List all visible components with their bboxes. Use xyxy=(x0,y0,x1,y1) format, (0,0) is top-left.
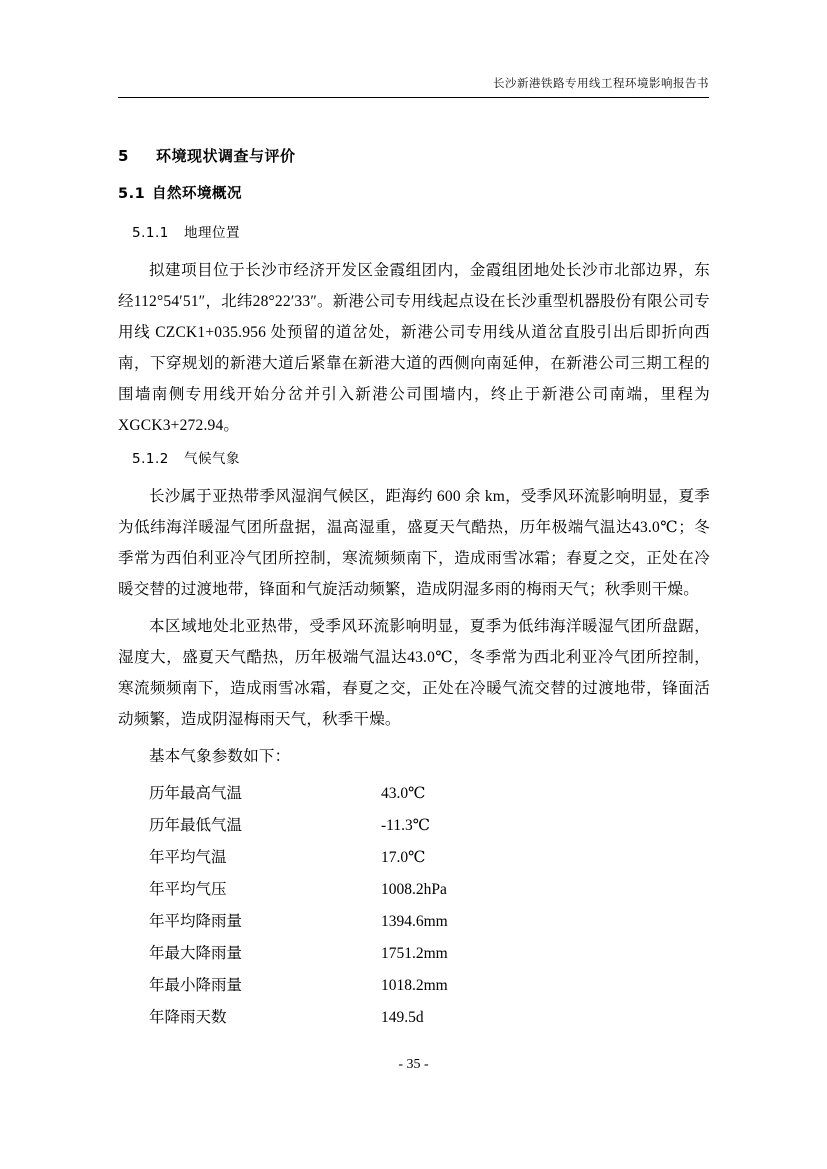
section-number: 5.1 xyxy=(118,186,146,202)
param-label: 年平均气温 xyxy=(149,849,227,866)
paragraph-geography: 拟建项目位于长沙市经济开发区金霞组团内，金霞组团地处长沙市北部边界，东经112°54′51″，北纬28°22′33″。新港公司专用线起点设在长沙重型机器股份有限公司专用线 CZCK1+035.956 处预留的道岔处，新港公司专用线从道岔直股引出后即折向西南，下穿规划的新港大道后紧靠在新港大道的西侧向南延伸，在新港公司三期工程的围墙南侧专用线开始分岔并引入新港公司围墙内，终止于新港公司南端，里程为 XGCK3+272.94。 xyxy=(118,262,710,434)
climate-parameter-list xyxy=(118,778,710,1034)
subsection-title-geography: 地理位置 xyxy=(184,225,240,241)
paragraph-climate-2: 本区域地处北亚热带，受季风环流影响明显，夏季为低纬海洋暖湿气团所盘踞，湿度大，盛夏天气酷热，历年极端气温达43.0℃，冬季常为西北利亚冷气团所控制，寒流频频南下，造成雨雪冰霜，春夏之交，正处在冷暖气流交替的过渡地带，锋面活动频繁，造成阴湿梅雨天气，秋季干燥。 xyxy=(118,618,710,728)
list-item xyxy=(118,778,710,810)
param-label: 年最大降雨量 xyxy=(149,945,243,962)
param-label: 年最小降雨量 xyxy=(149,977,243,994)
param-label: 历年最低气温 xyxy=(149,817,243,834)
param-value: 1018.2mm xyxy=(381,977,448,994)
param-value: 149.5d xyxy=(381,1009,424,1026)
list-item xyxy=(118,970,710,1002)
subsection-title-climate: 气候气象 xyxy=(184,451,240,467)
page-content xyxy=(118,145,710,1034)
subsection-number-climate: 5.1.2 xyxy=(132,451,169,467)
subsection-heading-geography xyxy=(132,221,710,241)
param-label: 年降雨天数 xyxy=(149,1009,227,1026)
param-value: 43.0℃ xyxy=(381,785,426,802)
param-value: -11.3℃ xyxy=(381,817,431,834)
param-label: 年平均降雨量 xyxy=(149,913,243,930)
header-divider xyxy=(118,97,709,98)
param-value: 1394.6mm xyxy=(381,913,448,930)
param-label: 历年最高气温 xyxy=(149,785,243,802)
param-label: 年平均气压 xyxy=(149,881,227,898)
param-value: 17.0℃ xyxy=(381,849,426,866)
page-number: - 35 - xyxy=(398,1057,429,1072)
chapter-number: 5 xyxy=(118,147,129,165)
running-header: 长沙新港铁路专用线工程环境影响报告书 xyxy=(493,76,709,90)
subsection-heading-climate xyxy=(132,447,710,467)
list-item xyxy=(118,906,710,938)
section-title: 自然环境概况 xyxy=(152,186,242,202)
list-item xyxy=(118,810,710,842)
list-item xyxy=(118,842,710,874)
param-value: 1008.2hPa xyxy=(381,881,447,898)
chapter-title: 环境现状调查与评价 xyxy=(156,147,296,165)
paragraph-params-intro: 基本气象参数如下： xyxy=(149,748,291,765)
list-item xyxy=(118,1002,710,1034)
list-item xyxy=(118,874,710,906)
list-item xyxy=(118,938,710,970)
section-heading xyxy=(118,182,710,203)
paragraph-climate-1: 长沙属于亚热带季风湿润气候区，距海约 600 余 km，受季风环流影响明显，夏季为低纬海洋暖湿气团所盘据，温高湿重，盛夏天气酷热，历年极端气温达43.0℃；冬季常为西伯利亚冷气团所控制，寒流频频南下，造成雨雪冰霜；春夏之交，正处在冷暖交替的过渡地带，锋面和气旋活动频繁，造成阴湿多雨的梅雨天气；秋季则干燥。 xyxy=(118,488,710,598)
subsection-number-geography: 5.1.1 xyxy=(132,225,169,241)
param-value: 1751.2mm xyxy=(381,945,448,962)
chapter-heading xyxy=(118,145,710,166)
